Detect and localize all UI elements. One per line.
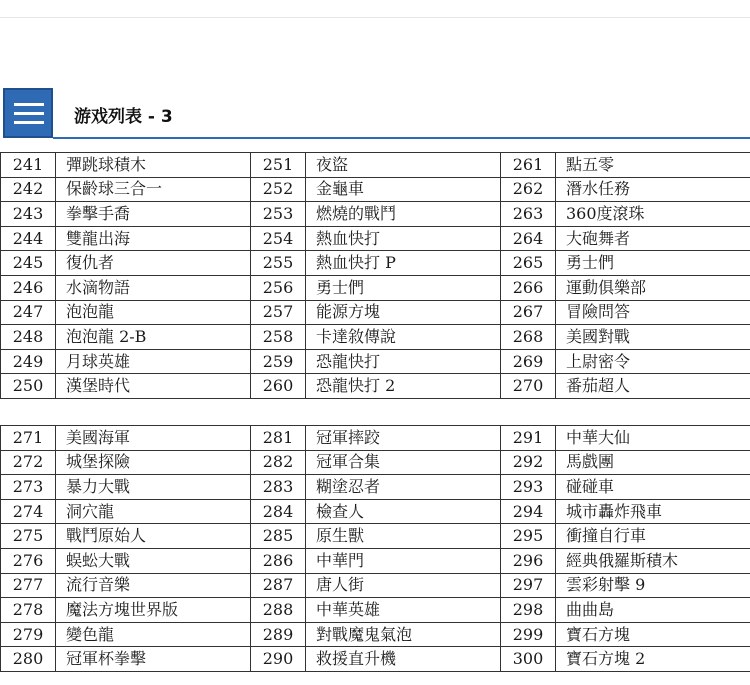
game-title: 中華英雄 <box>306 598 501 623</box>
game-number: 300 <box>501 647 556 672</box>
game-title: 城市轟炸飛車 <box>556 499 750 524</box>
game-number: 246 <box>1 275 56 300</box>
game-number: 257 <box>251 300 306 325</box>
game-title: 寶石方塊 2 <box>556 647 750 672</box>
game-number: 252 <box>251 177 306 202</box>
game-number: 276 <box>1 548 56 573</box>
game-title: 經典俄羅斯積木 <box>556 548 750 573</box>
game-number: 241 <box>1 153 56 178</box>
game-title: 泡泡龍 <box>56 300 251 325</box>
game-title: 熱血快打 <box>306 226 501 251</box>
game-number: 298 <box>501 598 556 623</box>
section-header <box>0 88 750 142</box>
game-title: 雲彩射擊 9 <box>556 573 750 598</box>
game-number: 289 <box>251 622 306 647</box>
game-number: 282 <box>251 450 306 475</box>
game-number: 284 <box>251 499 306 524</box>
game-number: 296 <box>501 548 556 573</box>
game-title: 熱血快打 P <box>306 251 501 276</box>
game-number: 299 <box>501 622 556 647</box>
game-title: 拳擊手喬 <box>56 202 251 227</box>
game-title: 中華大仙 <box>556 426 750 451</box>
game-number: 249 <box>1 349 56 374</box>
page-title: 游戏列表 - 3 <box>74 107 173 127</box>
table-row <box>1 275 750 300</box>
game-number: 262 <box>501 177 556 202</box>
game-number: 245 <box>1 251 56 276</box>
game-title: 夜盜 <box>306 153 501 178</box>
game-title: 彈跳球積木 <box>56 153 251 178</box>
game-number: 263 <box>501 202 556 227</box>
game-number: 250 <box>1 374 56 399</box>
game-number: 243 <box>1 202 56 227</box>
game-number: 260 <box>251 374 306 399</box>
game-number: 295 <box>501 524 556 549</box>
game-number: 291 <box>501 426 556 451</box>
game-number: 283 <box>251 475 306 500</box>
title-underline <box>53 137 750 139</box>
game-number: 265 <box>501 251 556 276</box>
table-row <box>1 598 750 623</box>
table-row <box>1 300 750 325</box>
game-number: 274 <box>1 499 56 524</box>
game-title: 冠軍摔跤 <box>306 426 501 451</box>
game-title: 魔法方塊世界版 <box>56 598 251 623</box>
game-title: 保齡球三合一 <box>56 177 251 202</box>
game-title: 漢堡時代 <box>56 374 251 399</box>
game-number: 247 <box>1 300 56 325</box>
table-row <box>1 202 750 227</box>
game-number: 273 <box>1 475 56 500</box>
game-number: 258 <box>251 325 306 350</box>
game-number: 278 <box>1 598 56 623</box>
game-title: 檢查人 <box>306 499 501 524</box>
game-number: 261 <box>501 153 556 178</box>
game-number: 259 <box>251 349 306 374</box>
game-title: 點五零 <box>556 153 750 178</box>
table-row <box>1 573 750 598</box>
game-number: 279 <box>1 622 56 647</box>
game-number: 271 <box>1 426 56 451</box>
game-number: 280 <box>1 647 56 672</box>
game-list-table-2 <box>0 425 750 672</box>
top-divider <box>0 17 750 18</box>
game-title: 寶石方塊 <box>556 622 750 647</box>
game-number: 290 <box>251 647 306 672</box>
game-number: 267 <box>501 300 556 325</box>
game-title: 運動俱樂部 <box>556 275 750 300</box>
table-row <box>1 647 750 672</box>
game-title: 蜈蚣大戰 <box>56 548 251 573</box>
game-title: 燃燒的戰鬥 <box>306 202 501 227</box>
table-row <box>1 426 750 451</box>
game-title: 恐龍快打 2 <box>306 374 501 399</box>
game-title: 流行音樂 <box>56 573 251 598</box>
game-title: 雙龍出海 <box>56 226 251 251</box>
game-number: 266 <box>501 275 556 300</box>
game-number: 277 <box>1 573 56 598</box>
table-row <box>1 524 750 549</box>
game-number: 275 <box>1 524 56 549</box>
game-title: 美國對戰 <box>556 325 750 350</box>
game-title: 曲曲島 <box>556 598 750 623</box>
table-row <box>1 177 750 202</box>
table-row <box>1 622 750 647</box>
game-number: 270 <box>501 374 556 399</box>
menu-bar <box>14 121 44 124</box>
game-number: 285 <box>251 524 306 549</box>
table-row <box>1 499 750 524</box>
hamburger-menu-icon[interactable] <box>3 88 53 138</box>
game-number: 255 <box>251 251 306 276</box>
game-title: 馬戲團 <box>556 450 750 475</box>
game-number: 269 <box>501 349 556 374</box>
game-title: 戰鬥原始人 <box>56 524 251 549</box>
game-list-table-1 <box>0 152 750 399</box>
game-title: 對戰魔鬼氣泡 <box>306 622 501 647</box>
game-title: 城堡探險 <box>56 450 251 475</box>
game-title: 金龜車 <box>306 177 501 202</box>
game-number: 297 <box>501 573 556 598</box>
game-title: 勇士們 <box>556 251 750 276</box>
menu-bar <box>14 112 44 115</box>
table-row <box>1 325 750 350</box>
game-number: 251 <box>251 153 306 178</box>
game-title: 番茄超人 <box>556 374 750 399</box>
game-title: 美國海軍 <box>56 426 251 451</box>
game-title: 變色龍 <box>56 622 251 647</box>
game-number: 281 <box>251 426 306 451</box>
game-number: 288 <box>251 598 306 623</box>
table-row <box>1 548 750 573</box>
game-title: 冠軍杯拳擊 <box>56 647 251 672</box>
game-title: 水滴物語 <box>56 275 251 300</box>
game-title: 大砲舞者 <box>556 226 750 251</box>
game-number: 242 <box>1 177 56 202</box>
game-title: 糊塗忍者 <box>306 475 501 500</box>
table-row <box>1 251 750 276</box>
game-title: 中華門 <box>306 548 501 573</box>
game-number: 248 <box>1 325 56 350</box>
game-title: 勇士們 <box>306 275 501 300</box>
game-title: 暴力大戰 <box>56 475 251 500</box>
game-number: 264 <box>501 226 556 251</box>
menu-bar <box>14 103 44 106</box>
table-row <box>1 226 750 251</box>
game-number: 293 <box>501 475 556 500</box>
table-row <box>1 450 750 475</box>
table-row <box>1 153 750 178</box>
game-title: 上尉密令 <box>556 349 750 374</box>
game-title: 冒險問答 <box>556 300 750 325</box>
game-number: 292 <box>501 450 556 475</box>
game-title: 碰碰車 <box>556 475 750 500</box>
game-number: 287 <box>251 573 306 598</box>
game-title: 救援直升機 <box>306 647 501 672</box>
table-row <box>1 475 750 500</box>
game-number: 294 <box>501 499 556 524</box>
table-row <box>1 349 750 374</box>
game-title: 360度滾珠 <box>556 202 750 227</box>
game-title: 洞穴龍 <box>56 499 251 524</box>
game-title: 月球英雄 <box>56 349 251 374</box>
game-title: 唐人街 <box>306 573 501 598</box>
game-title: 恐龍快打 <box>306 349 501 374</box>
game-title: 原生獸 <box>306 524 501 549</box>
game-number: 256 <box>251 275 306 300</box>
game-number: 268 <box>501 325 556 350</box>
game-number: 253 <box>251 202 306 227</box>
game-title: 能源方塊 <box>306 300 501 325</box>
table-row <box>1 374 750 399</box>
game-number: 244 <box>1 226 56 251</box>
game-title: 潛水任務 <box>556 177 750 202</box>
game-number: 254 <box>251 226 306 251</box>
game-title: 泡泡龍 2-B <box>56 325 251 350</box>
game-title: 復仇者 <box>56 251 251 276</box>
game-title: 衝撞自行車 <box>556 524 750 549</box>
game-number: 286 <box>251 548 306 573</box>
game-title: 冠軍合集 <box>306 450 501 475</box>
game-number: 272 <box>1 450 56 475</box>
game-title: 卡達敘傳說 <box>306 325 501 350</box>
